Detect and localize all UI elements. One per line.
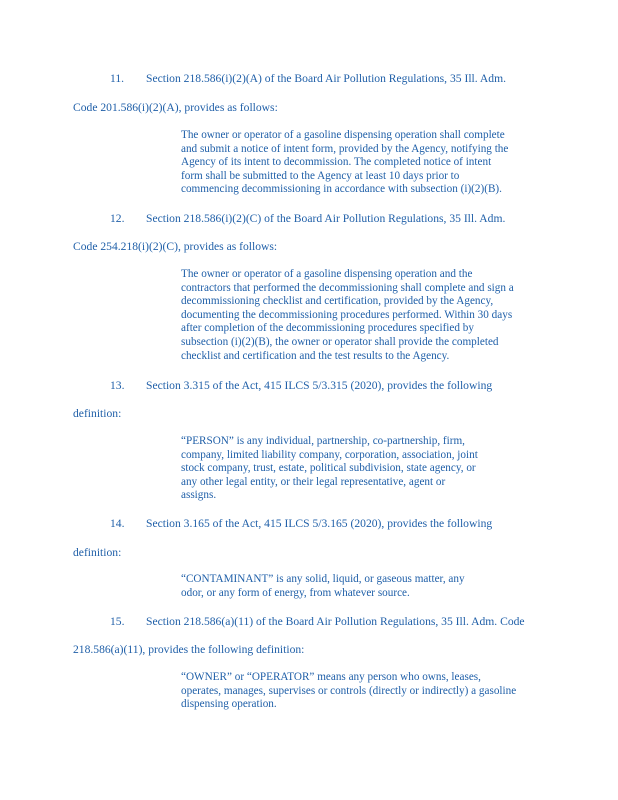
block-quote: “OWNER” or “OPERATOR” means any person who owns, leases, operates, manages, supervises or controls (directly or indirectly) a gasoline dispensing operation. xyxy=(181,671,517,711)
item-number: 14. xyxy=(110,517,125,530)
item-continuation: 218.586(a)(11), provides the following definition: xyxy=(73,643,305,656)
item-heading: Section 3.165 of the Act, 415 ILCS 5/3.165 (2020), provides the following xyxy=(146,517,493,530)
item-number: 12. xyxy=(110,212,125,225)
item-continuation: Code 254.218(i)(2)(C), provides as follows: xyxy=(73,240,278,253)
block-quote: “PERSON” is any individual, partnership, co-partnership, firm, company, limited liability company, corporation, association, joint stock company, trust, estate, political subdivision, state agency, or any other legal entity, or their legal representative, agent or assigns. xyxy=(181,435,478,502)
item-heading: Section 218.586(a)(11) of the Board Air Pollution Regulations, 35 Ill. Adm. Code xyxy=(146,615,525,628)
item-continuation: Code 201.586(i)(2)(A), provides as follows: xyxy=(73,101,278,114)
item-continuation: definition: xyxy=(73,407,122,420)
item-heading: Section 3.315 of the Act, 415 ILCS 5/3.315 (2020), provides the following xyxy=(146,379,493,392)
item-number: 15. xyxy=(110,615,125,628)
item-heading: Section 218.586(i)(2)(A) of the Board Air Pollution Regulations, 35 Ill. Adm. xyxy=(146,72,507,85)
item-heading: Section 218.586(i)(2)(C) of the Board Air Pollution Regulations, 35 Ill. Adm. xyxy=(146,212,506,225)
block-quote: “CONTAMINANT” is any solid, liquid, or gaseous matter, any odor, or any form of energy, from whatever source. xyxy=(181,573,465,599)
block-quote: The owner or operator of a gasoline dispensing operation and the contractors that performed the decommissioning shall complete and sign a decommissioning checklist and certification, provided by the Agency, documenting the decommissioning procedures performed. Within 30 days after completion of the decommissioning procedures specified by subsection (i)(2)(B), the owner or operator shall provide the completed checklist and certification and the test results to the Agency. xyxy=(181,268,514,362)
item-number: 13. xyxy=(110,379,125,392)
block-quote: The owner or operator of a gasoline dispensing operation shall complete and submit a notice of intent form, provided by the Agency, notifying the Agency of its intent to decommission. The completed notice of intent form shall be submitted to the Agency at least 10 days prior to commencing decommissioning in accordance with subsection (i)(2)(B). xyxy=(181,129,509,196)
item-continuation: definition: xyxy=(73,546,122,559)
item-number: 11. xyxy=(110,72,125,85)
